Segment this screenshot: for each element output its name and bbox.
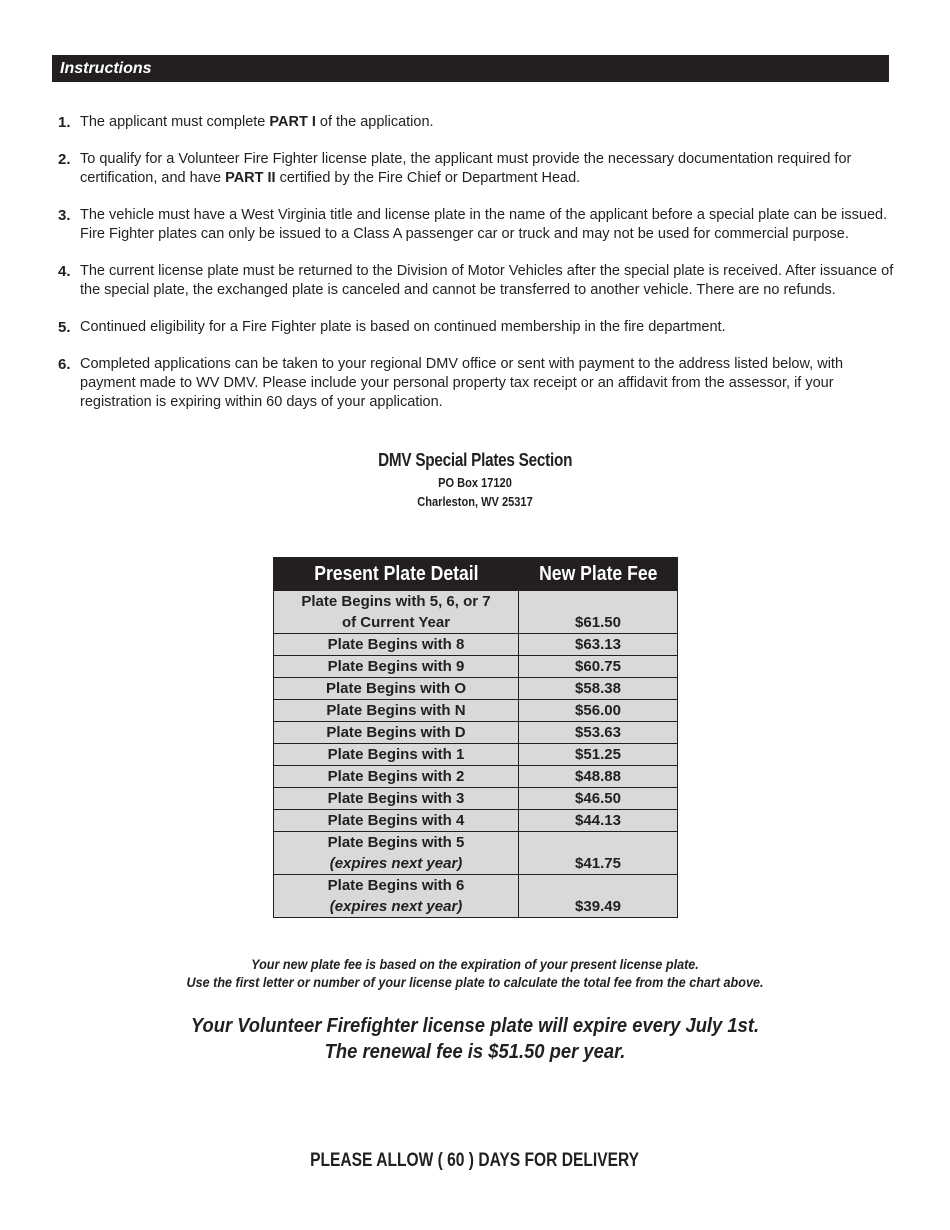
instruction-text: To qualify for a Volunteer Fire Fighter license plate, the applicant must provide the necessary documentation required for certification, and have PART II certified by the Fire Chief or Department Head.	[80, 151, 852, 186]
plate-detail-cell: Plate Begins with 6 (expires next year)	[274, 875, 519, 918]
fee-table-header-fee: New Plate Fee	[519, 558, 678, 591]
instructions-list	[58, 113, 898, 430]
plate-detail-cell: Plate Begins with 5 (expires next year)	[274, 832, 519, 875]
instruction-text: Completed applications can be taken to your regional DMV office or sent with payment to the address listed below, with payment made to WV DMV. Please include your personal property tax receipt or an affidavit from the assessor, if your registration is expiring within 60 days of your application.	[80, 356, 844, 410]
fee-table-header-detail: Present Plate Detail	[274, 558, 519, 591]
table-row	[274, 832, 678, 875]
plate-fee-cell: $41.75	[519, 832, 678, 875]
plate-fee-cell: $48.88	[519, 766, 678, 788]
instruction-text: The current license plate must be returned to the Division of Motor Vehicles after the special plate is received. After issuance of the special plate, the exchanged plate is canceled and cannot be transferred to another vehicle. There are no refunds.	[80, 263, 894, 298]
address-city: Charleston, WV 25317	[417, 494, 533, 509]
plate-fee-cell: $63.13	[519, 634, 678, 656]
instruction-number: 4.	[58, 263, 71, 280]
table-row	[274, 810, 678, 832]
plate-detail-cell: Plate Begins with D	[274, 722, 519, 744]
instruction-text: Continued eligibility for a Fire Fighter plate is based on continued membership in the fire department.	[80, 319, 726, 335]
instruction-item	[58, 206, 898, 244]
plate-fee-cell: $61.50	[519, 591, 678, 634]
instruction-item	[58, 150, 898, 188]
instruction-number: 3.	[58, 207, 71, 224]
plate-detail-cell: Plate Begins with 1	[274, 744, 519, 766]
fee-note	[0, 955, 950, 991]
table-row	[274, 875, 678, 918]
table-row	[274, 678, 678, 700]
fee-note-line-1: Your new plate fee is based on the expiration of your present license plate.	[251, 956, 699, 972]
table-row	[274, 766, 678, 788]
instruction-number: 5.	[58, 319, 71, 336]
plate-fee-cell: $44.13	[519, 810, 678, 832]
table-row	[274, 722, 678, 744]
address-name: DMV Special Plates Section	[377, 450, 573, 470]
expiration-note-line-2: The renewal fee is $51.50 per year.	[324, 1041, 626, 1063]
plate-fee-cell: $53.63	[519, 722, 678, 744]
plate-detail-cell: Plate Begins with 2	[274, 766, 519, 788]
plate-detail-cell: Plate Begins with N	[274, 700, 519, 722]
instruction-number: 2.	[58, 151, 71, 168]
section-header-instructions: Instructions	[52, 55, 889, 82]
instruction-text: The vehicle must have a West Virginia title and license plate in the name of the applicant before a special plate can be issued. Fire Fighter plates can only be issued to a Class A passenger car or truck and may not be used for commercial purpose.	[80, 207, 888, 242]
delivery-notice: PLEASE ALLOW ( 60 ) DAYS FOR DELIVERY	[310, 1150, 640, 1171]
instruction-text: The applicant must complete PART I of the application.	[80, 114, 434, 130]
table-row	[274, 656, 678, 678]
plate-fee-cell: $60.75	[519, 656, 678, 678]
plate-fee-cell: $56.00	[519, 700, 678, 722]
mailing-address	[0, 450, 950, 509]
table-row	[274, 634, 678, 656]
expiration-note-line-1: Your Volunteer Firefighter license plate will expire every July 1st.	[190, 1015, 760, 1037]
plate-detail-cell: Plate Begins with 4	[274, 810, 519, 832]
plate-detail-cell: Plate Begins with 5, 6, or 7 of Current Year	[274, 591, 519, 634]
plate-detail-cell: Plate Begins with 8	[274, 634, 519, 656]
instruction-item	[58, 318, 898, 337]
plate-fee-cell: $58.38	[519, 678, 678, 700]
table-row	[274, 788, 678, 810]
plate-detail-cell: Plate Begins with 9	[274, 656, 519, 678]
table-row	[274, 744, 678, 766]
plate-detail-cell: Plate Begins with O	[274, 678, 519, 700]
address-po-box: PO Box 17120	[438, 475, 512, 490]
instruction-item	[58, 113, 898, 132]
fee-table	[273, 557, 678, 918]
plate-fee-cell: $51.25	[519, 744, 678, 766]
table-row	[274, 700, 678, 722]
plate-detail-cell: Plate Begins with 3	[274, 788, 519, 810]
plate-fee-cell: $39.49	[519, 875, 678, 918]
fee-note-line-2: Use the first letter or number of your license plate to calculate the total fee from the chart above.	[186, 974, 764, 990]
plate-fee-cell: $46.50	[519, 788, 678, 810]
expiration-note	[0, 1013, 950, 1065]
instruction-number: 1.	[58, 114, 71, 131]
instruction-number: 6.	[58, 356, 71, 373]
instruction-item	[58, 355, 898, 412]
table-row	[274, 591, 678, 634]
instruction-item	[58, 262, 898, 300]
